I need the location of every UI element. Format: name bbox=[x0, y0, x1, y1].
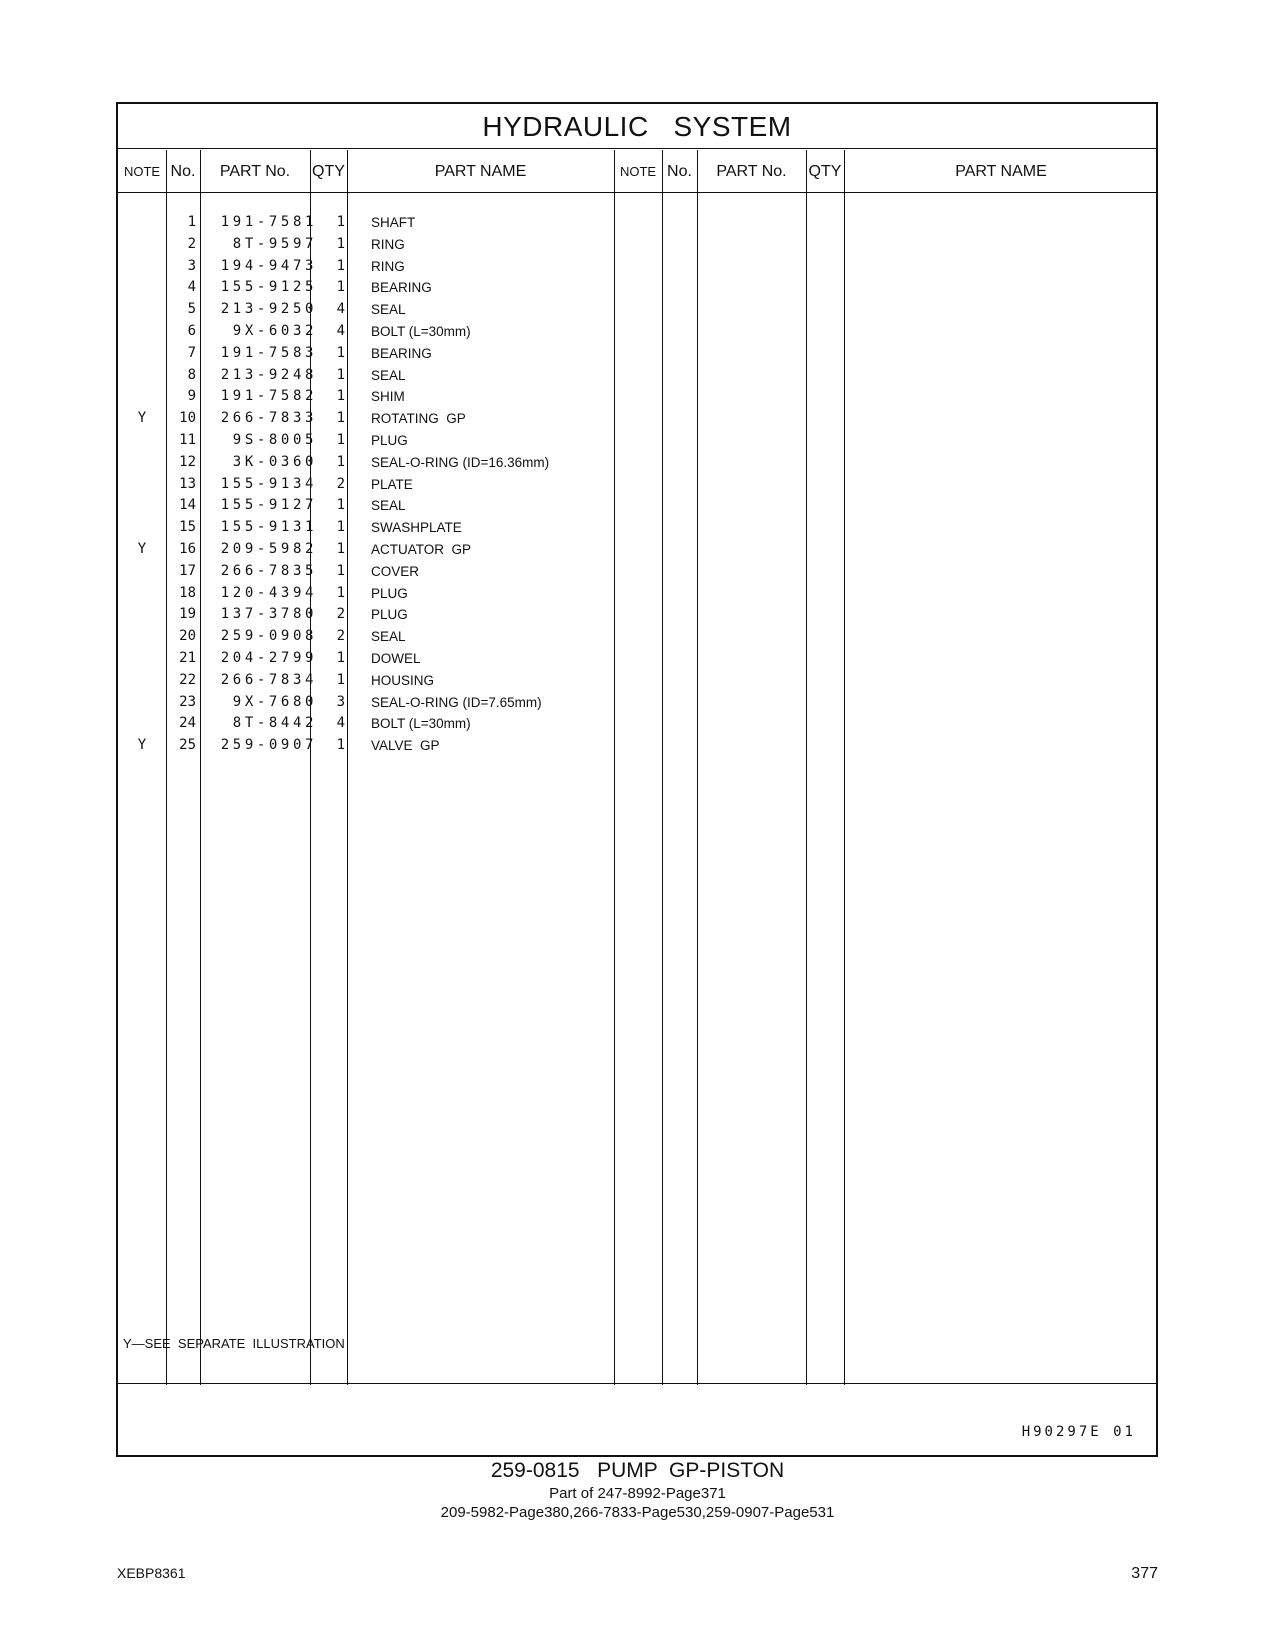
quantity-cell: 1 bbox=[336, 497, 345, 514]
assembly-title: 259-0815 PUMP GP-PISTON bbox=[490, 1459, 785, 1482]
item-number-cell: 16 bbox=[179, 540, 196, 557]
header-no-right: No. bbox=[667, 163, 692, 180]
document-id: XEBP8361 bbox=[117, 1565, 186, 1581]
header-qty: QTY bbox=[312, 163, 345, 180]
drawing-code: H90297E 01 bbox=[1021, 1424, 1136, 1440]
quantity-cell: 1 bbox=[336, 388, 345, 405]
quantity-cell: 1 bbox=[336, 235, 345, 252]
table-row bbox=[118, 517, 1156, 539]
part-number-cell: 213-9248 bbox=[220, 366, 317, 383]
item-number-cell: 14 bbox=[179, 497, 196, 514]
item-number-cell: 5 bbox=[187, 301, 196, 318]
quantity-cell: 1 bbox=[336, 366, 345, 383]
table-row bbox=[118, 343, 1156, 365]
part-name-cell: PLUG bbox=[371, 607, 408, 623]
page-references: 209-5982-Page380,266-7833-Page530,259-0907-Page531 bbox=[440, 1504, 835, 1521]
quantity-cell: 1 bbox=[336, 649, 345, 666]
part-name-cell: SEAL-O-RING (ID=16.36mm) bbox=[371, 454, 550, 470]
table-row bbox=[118, 648, 1156, 670]
part-name-cell: PLATE bbox=[371, 476, 413, 492]
part-number-cell: 9X-7680 bbox=[232, 693, 317, 710]
part-name-cell: SWASHPLATE bbox=[371, 520, 462, 536]
part-name-cell: PLUG bbox=[371, 585, 408, 601]
table-row bbox=[118, 321, 1156, 343]
quantity-cell: 1 bbox=[336, 257, 345, 274]
table-row bbox=[118, 365, 1156, 387]
item-number-cell: 25 bbox=[179, 737, 196, 754]
part-number-cell: 209-5982 bbox=[220, 540, 317, 557]
table-row bbox=[118, 604, 1156, 626]
part-name-cell: DOWEL bbox=[371, 650, 421, 666]
part-name-cell: SEAL bbox=[371, 498, 406, 514]
item-number-cell: 18 bbox=[179, 584, 196, 601]
item-number-cell: 20 bbox=[179, 628, 196, 645]
table-row bbox=[118, 474, 1156, 496]
quantity-cell: 1 bbox=[336, 519, 345, 536]
item-number-cell: 15 bbox=[179, 519, 196, 536]
parts-table-frame bbox=[116, 102, 1158, 1457]
part-name-cell: BEARING bbox=[371, 280, 432, 296]
table-row bbox=[118, 256, 1156, 278]
part-name-cell: BOLT (L=30mm) bbox=[371, 716, 471, 732]
divider bbox=[118, 148, 1156, 149]
part-number-cell: 9S-8005 bbox=[232, 431, 317, 448]
table-row bbox=[118, 713, 1156, 735]
quantity-cell: 1 bbox=[336, 279, 345, 296]
item-number-cell: 9 bbox=[187, 388, 196, 405]
item-number-cell: 12 bbox=[179, 453, 196, 470]
part-number-cell: 8T-8442 bbox=[232, 715, 317, 732]
part-name-cell: RING bbox=[371, 236, 405, 252]
item-number-cell: 22 bbox=[179, 671, 196, 688]
part-number-cell: 259-0907 bbox=[220, 737, 317, 754]
part-name-cell: SEAL bbox=[371, 629, 406, 645]
quantity-cell: 1 bbox=[336, 671, 345, 688]
part-name-cell: BEARING bbox=[371, 345, 432, 361]
page-number: 377 bbox=[1131, 1565, 1158, 1582]
part-number-cell: 191-7581 bbox=[220, 214, 317, 230]
part-number-cell: 155-9125 bbox=[220, 279, 317, 296]
item-number-cell: 21 bbox=[179, 649, 196, 666]
part-number-cell: 266-7833 bbox=[220, 410, 317, 427]
table-row bbox=[118, 277, 1156, 299]
part-number-cell: 213-9250 bbox=[220, 301, 317, 318]
quantity-cell: 1 bbox=[336, 453, 345, 470]
quantity-cell: 1 bbox=[336, 344, 345, 361]
part-name-cell: SEAL bbox=[371, 367, 406, 383]
header-no: No. bbox=[170, 163, 196, 180]
part-number-cell: 191-7582 bbox=[220, 388, 317, 405]
item-number-cell: 8 bbox=[187, 366, 196, 383]
item-number-cell: 19 bbox=[179, 606, 196, 623]
item-number-cell: 3 bbox=[187, 257, 196, 274]
table-row bbox=[118, 408, 1156, 430]
table-row bbox=[118, 234, 1156, 256]
quantity-cell: 1 bbox=[336, 737, 345, 754]
item-number-cell: 24 bbox=[179, 715, 196, 732]
part-number-cell: 9X-6032 bbox=[232, 322, 317, 339]
note-cell: Y bbox=[137, 540, 147, 557]
item-number-cell: 10 bbox=[179, 410, 196, 427]
table-row bbox=[118, 670, 1156, 692]
divider bbox=[118, 1383, 1156, 1384]
quantity-cell: 2 bbox=[336, 475, 345, 492]
table-row bbox=[118, 735, 1156, 757]
part-name-cell: RING bbox=[371, 258, 405, 274]
table-row bbox=[118, 583, 1156, 605]
item-number-cell: 4 bbox=[187, 279, 196, 296]
quantity-cell: 4 bbox=[336, 301, 345, 318]
table-row bbox=[118, 692, 1156, 714]
quantity-cell: 4 bbox=[336, 715, 345, 732]
table-row bbox=[118, 452, 1156, 474]
header-part-no: PART No. bbox=[219, 163, 291, 180]
part-number-cell: 155-9131 bbox=[220, 519, 317, 536]
note-cell: Y bbox=[137, 737, 147, 754]
part-number-cell: 259-0908 bbox=[220, 628, 317, 645]
part-number-cell: 204-2799 bbox=[220, 649, 317, 666]
quantity-cell: 2 bbox=[336, 628, 345, 645]
header-note-right: NOTE bbox=[619, 164, 657, 179]
header-part-name-right: PART NAME bbox=[955, 163, 1047, 180]
part-name-cell: PLUG bbox=[371, 432, 408, 448]
part-number-cell: 194-9473 bbox=[220, 257, 317, 274]
section-title: HYDRAULIC SYSTEM bbox=[482, 111, 792, 142]
item-number-cell: 23 bbox=[179, 693, 196, 710]
table-row bbox=[118, 299, 1156, 321]
footnote: Y—SEE SEPARATE ILLUSTRATION bbox=[123, 1336, 345, 1351]
table-row bbox=[118, 539, 1156, 561]
part-number-cell: 3K-0360 bbox=[232, 453, 317, 470]
part-name-cell: SEAL bbox=[371, 302, 406, 318]
item-number-cell: 6 bbox=[187, 322, 196, 339]
item-number-cell: 17 bbox=[179, 562, 196, 579]
parts-list bbox=[118, 212, 1156, 757]
quantity-cell: 1 bbox=[336, 410, 345, 427]
part-number-cell: 155-9134 bbox=[220, 475, 317, 492]
part-number-cell: 266-7835 bbox=[220, 562, 317, 579]
part-name-cell: SHIM bbox=[371, 389, 405, 405]
part-number-cell: 155-9127 bbox=[220, 497, 317, 514]
part-number-cell: 137-3780 bbox=[220, 606, 317, 623]
item-number-cell: 13 bbox=[179, 475, 196, 492]
quantity-cell: 1 bbox=[336, 214, 345, 230]
part-number-cell: 8T-9597 bbox=[232, 235, 317, 252]
table-row bbox=[118, 495, 1156, 517]
part-name-cell: VALVE GP bbox=[371, 738, 440, 754]
item-number-cell: 11 bbox=[179, 431, 196, 448]
quantity-cell: 1 bbox=[336, 540, 345, 557]
part-name-cell: HOUSING bbox=[371, 672, 435, 688]
part-of-reference: Part of 247-8992-Page371 bbox=[549, 1485, 726, 1502]
table-row bbox=[118, 212, 1156, 234]
header-note: NOTE bbox=[123, 164, 161, 179]
header-part-no-right: PART No. bbox=[716, 163, 787, 180]
part-number-cell: 191-7583 bbox=[220, 344, 317, 361]
item-number-cell: 2 bbox=[187, 235, 196, 252]
part-name-cell: ROTATING GP bbox=[371, 411, 466, 427]
note-cell: Y bbox=[137, 410, 147, 427]
part-name-cell: BOLT (L=30mm) bbox=[371, 323, 471, 339]
table-row bbox=[118, 430, 1156, 452]
quantity-cell: 4 bbox=[336, 322, 345, 339]
part-number-cell: 120-4394 bbox=[220, 584, 317, 601]
header-qty-right: QTY bbox=[808, 163, 842, 180]
item-number-cell: 7 bbox=[187, 344, 196, 361]
item-number-cell: 1 bbox=[187, 214, 196, 230]
quantity-cell: 1 bbox=[336, 562, 345, 579]
table-row bbox=[118, 386, 1156, 408]
header-part-name: PART NAME bbox=[434, 163, 527, 180]
table-row bbox=[118, 561, 1156, 583]
part-number-cell: 266-7834 bbox=[220, 671, 317, 688]
part-name-cell: ACTUATOR GP bbox=[371, 541, 472, 557]
part-name-cell: SHAFT bbox=[371, 215, 416, 230]
quantity-cell: 1 bbox=[336, 431, 345, 448]
quantity-cell: 1 bbox=[336, 584, 345, 601]
part-name-cell: SEAL-O-RING (ID=7.65mm) bbox=[371, 694, 542, 710]
table-row bbox=[118, 626, 1156, 648]
part-name-cell: COVER bbox=[371, 563, 420, 579]
quantity-cell: 2 bbox=[336, 606, 345, 623]
quantity-cell: 3 bbox=[336, 693, 345, 710]
